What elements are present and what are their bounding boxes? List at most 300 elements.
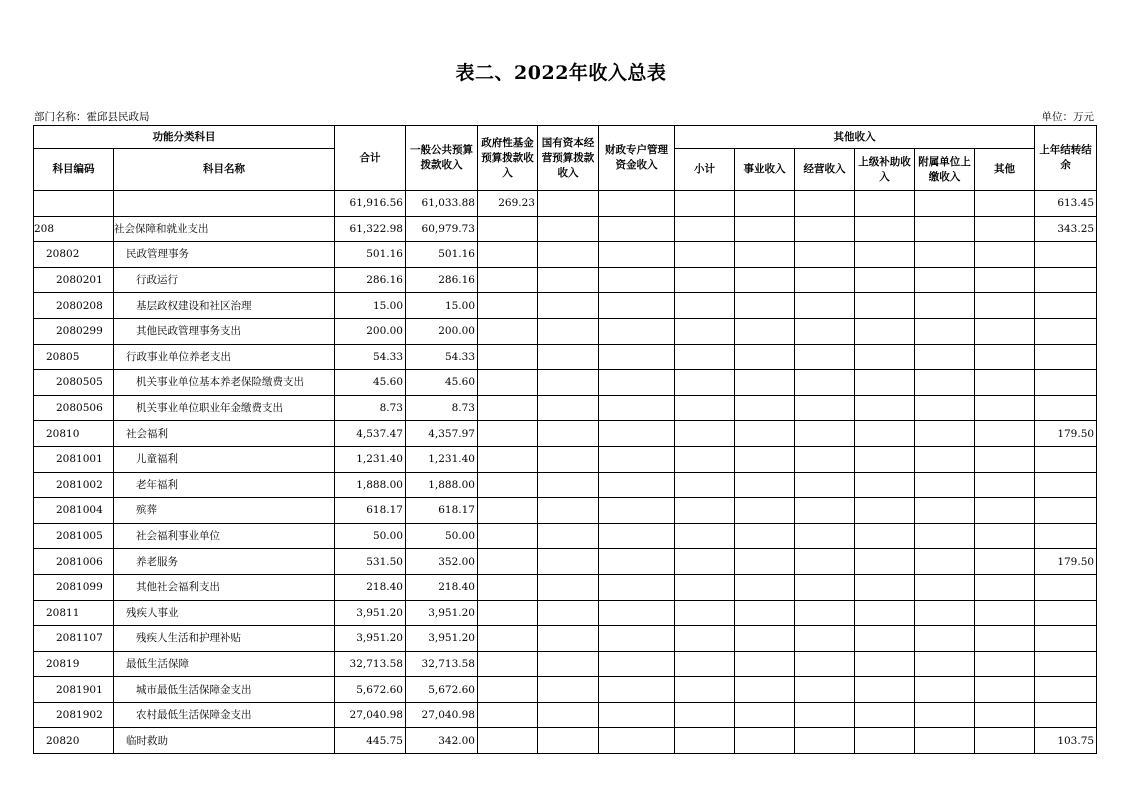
cell-operating-income [795, 472, 855, 498]
cell-carryover [1035, 677, 1097, 703]
cell-operating-income [795, 498, 855, 524]
cell-affiliated-income [915, 498, 975, 524]
cell-superior-subsidy [855, 600, 915, 626]
cell-general-budget: 3,951.20 [406, 626, 478, 652]
cell-superior-subsidy [855, 293, 915, 319]
cell-special-fund [599, 191, 675, 217]
cell-carryover [1035, 293, 1097, 319]
cell-general-budget: 61,033.88 [406, 191, 478, 217]
cell-business-income [735, 549, 795, 575]
table-row [34, 293, 1097, 319]
cell-subject-code: 2081099 [34, 574, 114, 600]
cell-carryover [1035, 370, 1097, 396]
cell-general-budget: 60,979.73 [406, 216, 478, 242]
cell-carryover: 179.50 [1035, 549, 1097, 575]
header-gov-fund: 政府性基金预算拨款收入 [478, 126, 538, 191]
cell-special-fund [599, 318, 675, 344]
cell-operating-income [795, 370, 855, 396]
cell-general-budget: 54.33 [406, 344, 478, 370]
cell-superior-subsidy [855, 446, 915, 472]
cell-general-budget: 342.00 [406, 728, 478, 754]
cell-subject-code: 20820 [34, 728, 114, 754]
header-total: 合计 [335, 126, 406, 191]
cell-carryover [1035, 600, 1097, 626]
cell-total: 445.75 [335, 728, 406, 754]
cell-affiliated-income [915, 702, 975, 728]
cell-operating-income [795, 728, 855, 754]
cell-subtotal [675, 677, 735, 703]
cell-general-budget: 1,231.40 [406, 446, 478, 472]
cell-subject-name: 基层政权建设和社区治理 [114, 293, 335, 319]
cell-state-capital [538, 677, 599, 703]
cell-superior-subsidy [855, 574, 915, 600]
cell-other [975, 395, 1035, 421]
cell-business-income [735, 677, 795, 703]
page-title: 表二、2022年收入总表 [455, 62, 667, 84]
cell-superior-subsidy [855, 498, 915, 524]
table-row [34, 446, 1097, 472]
cell-subject-name: 儿童福利 [114, 446, 335, 472]
cell-subject-name: 社会福利事业单位 [114, 523, 335, 549]
cell-general-budget: 15.00 [406, 293, 478, 319]
cell-gov-fund [478, 549, 538, 575]
cell-gov-fund [478, 446, 538, 472]
cell-total: 218.40 [335, 574, 406, 600]
cell-operating-income [795, 549, 855, 575]
cell-subtotal [675, 344, 735, 370]
cell-superior-subsidy [855, 395, 915, 421]
cell-subject-name: 殡葬 [114, 498, 335, 524]
table-row [34, 677, 1097, 703]
cell-state-capital [538, 498, 599, 524]
cell-affiliated-income [915, 395, 975, 421]
cell-operating-income [795, 651, 855, 677]
cell-special-fund [599, 498, 675, 524]
cell-total: 45.60 [335, 370, 406, 396]
cell-special-fund [599, 370, 675, 396]
cell-subject-code: 20819 [34, 651, 114, 677]
cell-special-fund [599, 267, 675, 293]
cell-general-budget: 3,951.20 [406, 600, 478, 626]
cell-subject-code: 20805 [34, 344, 114, 370]
cell-state-capital [538, 446, 599, 472]
table-row [34, 651, 1097, 677]
cell-affiliated-income [915, 267, 975, 293]
cell-subject-name: 养老服务 [114, 549, 335, 575]
cell-total: 501.16 [335, 242, 406, 268]
cell-operating-income [795, 216, 855, 242]
cell-special-fund [599, 293, 675, 319]
cell-business-income [735, 728, 795, 754]
cell-subject-name: 城市最低生活保障金支出 [114, 677, 335, 703]
cell-carryover [1035, 446, 1097, 472]
header-subject-code: 科目编码 [34, 149, 114, 191]
cell-business-income [735, 446, 795, 472]
table-row [34, 191, 1097, 217]
cell-gov-fund [478, 626, 538, 652]
cell-subject-name: 行政事业单位养老支出 [114, 344, 335, 370]
table-row [34, 267, 1097, 293]
cell-special-fund [599, 242, 675, 268]
cell-other [975, 191, 1035, 217]
cell-affiliated-income [915, 523, 975, 549]
cell-gov-fund [478, 702, 538, 728]
cell-gov-fund [478, 267, 538, 293]
cell-subject-name: 民政管理事务 [114, 242, 335, 268]
cell-superior-subsidy [855, 626, 915, 652]
header-func-class: 功能分类科目 [34, 126, 335, 149]
header-subtotal: 小计 [675, 149, 735, 191]
cell-subtotal [675, 574, 735, 600]
cell-subject-name: 临时救助 [114, 728, 335, 754]
cell-subtotal [675, 702, 735, 728]
cell-subtotal [675, 549, 735, 575]
cell-subject-code: 2081901 [34, 677, 114, 703]
cell-affiliated-income [915, 318, 975, 344]
cell-carryover [1035, 702, 1097, 728]
cell-subtotal [675, 318, 735, 344]
cell-other [975, 523, 1035, 549]
cell-subject-code: 2080506 [34, 395, 114, 421]
cell-superior-subsidy [855, 677, 915, 703]
cell-other [975, 549, 1035, 575]
cell-carryover: 343.25 [1035, 216, 1097, 242]
table-row [34, 523, 1097, 549]
table-row [34, 318, 1097, 344]
cell-affiliated-income [915, 344, 975, 370]
cell-superior-subsidy [855, 702, 915, 728]
cell-gov-fund [478, 523, 538, 549]
cell-subject-name: 残疾人事业 [114, 600, 335, 626]
cell-affiliated-income [915, 677, 975, 703]
cell-gov-fund [478, 318, 538, 344]
cell-operating-income [795, 267, 855, 293]
cell-special-fund [599, 216, 675, 242]
cell-subject-code: 2081002 [34, 472, 114, 498]
cell-state-capital [538, 242, 599, 268]
table-row [34, 370, 1097, 396]
cell-other [975, 344, 1035, 370]
cell-carryover [1035, 472, 1097, 498]
cell-operating-income [795, 446, 855, 472]
header-operating-income: 经营收入 [795, 149, 855, 191]
cell-subject-code: 2081902 [34, 702, 114, 728]
cell-operating-income [795, 395, 855, 421]
cell-subject-code: 2080201 [34, 267, 114, 293]
cell-gov-fund [478, 395, 538, 421]
cell-subject-code: 208 [34, 216, 114, 242]
cell-special-fund [599, 626, 675, 652]
table-row [34, 344, 1097, 370]
cell-subject-name: 农村最低生活保障金支出 [114, 702, 335, 728]
cell-operating-income [795, 677, 855, 703]
cell-special-fund [599, 421, 675, 447]
cell-superior-subsidy [855, 318, 915, 344]
cell-affiliated-income [915, 651, 975, 677]
cell-gov-fund [478, 344, 538, 370]
cell-superior-subsidy [855, 549, 915, 575]
cell-subtotal [675, 651, 735, 677]
header-general-budget: 一般公共预算拨款收入 [406, 126, 478, 191]
cell-state-capital [538, 216, 599, 242]
cell-gov-fund [478, 600, 538, 626]
cell-subject-code: 2081005 [34, 523, 114, 549]
cell-general-budget: 218.40 [406, 574, 478, 600]
cell-state-capital [538, 370, 599, 396]
cell-general-budget: 501.16 [406, 242, 478, 268]
cell-affiliated-income [915, 293, 975, 319]
cell-subject-code: 20802 [34, 242, 114, 268]
header-subject-name: 科目名称 [114, 149, 335, 191]
cell-total: 15.00 [335, 293, 406, 319]
cell-other [975, 242, 1035, 268]
cell-state-capital [538, 472, 599, 498]
cell-subject-name: 行政运行 [114, 267, 335, 293]
header-business-income: 事业收入 [735, 149, 795, 191]
cell-superior-subsidy [855, 344, 915, 370]
cell-total: 61,322.98 [335, 216, 406, 242]
cell-subtotal [675, 523, 735, 549]
cell-gov-fund [478, 216, 538, 242]
cell-subject-code: 2080505 [34, 370, 114, 396]
cell-state-capital [538, 574, 599, 600]
cell-operating-income [795, 242, 855, 268]
cell-special-fund [599, 574, 675, 600]
cell-business-income [735, 421, 795, 447]
cell-other [975, 677, 1035, 703]
cell-superior-subsidy [855, 267, 915, 293]
cell-business-income [735, 370, 795, 396]
cell-business-income [735, 472, 795, 498]
cell-business-income [735, 395, 795, 421]
cell-operating-income [795, 293, 855, 319]
cell-business-income [735, 191, 795, 217]
cell-general-budget: 618.17 [406, 498, 478, 524]
cell-operating-income [795, 421, 855, 447]
cell-special-fund [599, 446, 675, 472]
cell-subject-code: 20811 [34, 600, 114, 626]
cell-affiliated-income [915, 626, 975, 652]
cell-subject-name: 其他社会福利支出 [114, 574, 335, 600]
cell-other [975, 728, 1035, 754]
cell-general-budget: 32,713.58 [406, 651, 478, 677]
header-superior-subsidy: 上级补助收入 [855, 149, 915, 191]
cell-affiliated-income [915, 600, 975, 626]
cell-subtotal [675, 472, 735, 498]
cell-superior-subsidy [855, 472, 915, 498]
cell-business-income [735, 344, 795, 370]
cell-business-income [735, 626, 795, 652]
cell-total: 286.16 [335, 267, 406, 293]
cell-affiliated-income [915, 242, 975, 268]
cell-state-capital [538, 549, 599, 575]
table-row [34, 395, 1097, 421]
cell-carryover [1035, 318, 1097, 344]
cell-subtotal [675, 498, 735, 524]
cell-subject-name: 机关事业单位职业年金缴费支出 [114, 395, 335, 421]
cell-special-fund [599, 549, 675, 575]
cell-subject-code: 2080208 [34, 293, 114, 319]
cell-superior-subsidy [855, 216, 915, 242]
cell-gov-fund [478, 242, 538, 268]
cell-state-capital [538, 191, 599, 217]
cell-superior-subsidy [855, 421, 915, 447]
cell-superior-subsidy [855, 523, 915, 549]
header-affiliated-income: 附属单位上缴收入 [915, 149, 975, 191]
cell-general-budget: 5,672.60 [406, 677, 478, 703]
cell-general-budget: 8.73 [406, 395, 478, 421]
cell-total: 3,951.20 [335, 600, 406, 626]
cell-business-income [735, 267, 795, 293]
cell-business-income [735, 318, 795, 344]
cell-operating-income [795, 523, 855, 549]
cell-business-income [735, 498, 795, 524]
cell-total: 531.50 [335, 549, 406, 575]
cell-total: 1,888.00 [335, 472, 406, 498]
cell-subject-code: 2081001 [34, 446, 114, 472]
cell-state-capital [538, 651, 599, 677]
cell-general-budget: 4,357.97 [406, 421, 478, 447]
cell-business-income [735, 600, 795, 626]
cell-carryover [1035, 651, 1097, 677]
table-row [34, 600, 1097, 626]
header-other-income: 其他收入 [675, 126, 1035, 149]
cell-other [975, 421, 1035, 447]
cell-gov-fund [478, 370, 538, 396]
cell-carryover [1035, 267, 1097, 293]
cell-affiliated-income [915, 216, 975, 242]
cell-affiliated-income [915, 370, 975, 396]
cell-gov-fund [478, 472, 538, 498]
cell-state-capital [538, 395, 599, 421]
cell-total: 61,916.56 [335, 191, 406, 217]
cell-state-capital [538, 293, 599, 319]
unit-label: 单位：万元 [1041, 111, 1094, 123]
cell-gov-fund [478, 498, 538, 524]
cell-gov-fund [478, 677, 538, 703]
cell-carryover [1035, 344, 1097, 370]
cell-special-fund [599, 651, 675, 677]
cell-special-fund [599, 395, 675, 421]
cell-subject-code [34, 191, 114, 217]
cell-other [975, 267, 1035, 293]
cell-subtotal [675, 267, 735, 293]
table-body [34, 191, 1097, 754]
cell-subtotal [675, 728, 735, 754]
cell-general-budget: 352.00 [406, 549, 478, 575]
cell-state-capital [538, 344, 599, 370]
cell-total: 8.73 [335, 395, 406, 421]
table-row [34, 421, 1097, 447]
cell-business-income [735, 293, 795, 319]
cell-special-fund [599, 728, 675, 754]
cell-state-capital [538, 421, 599, 447]
cell-special-fund [599, 523, 675, 549]
cell-total: 1,231.40 [335, 446, 406, 472]
cell-business-income [735, 651, 795, 677]
cell-total: 32,713.58 [335, 651, 406, 677]
cell-other [975, 370, 1035, 396]
cell-other [975, 498, 1035, 524]
cell-general-budget: 27,040.98 [406, 702, 478, 728]
cell-subtotal [675, 446, 735, 472]
cell-subtotal [675, 370, 735, 396]
cell-state-capital [538, 600, 599, 626]
cell-operating-income [795, 191, 855, 217]
cell-total: 200.00 [335, 318, 406, 344]
cell-total: 50.00 [335, 523, 406, 549]
cell-other [975, 651, 1035, 677]
header-other: 其他 [975, 149, 1035, 191]
table-row [34, 574, 1097, 600]
cell-subtotal [675, 395, 735, 421]
cell-carryover: 613.45 [1035, 191, 1097, 217]
cell-affiliated-income [915, 472, 975, 498]
cell-gov-fund [478, 574, 538, 600]
cell-subject-name [114, 191, 335, 217]
cell-subject-name: 老年福利 [114, 472, 335, 498]
cell-affiliated-income [915, 446, 975, 472]
cell-other [975, 216, 1035, 242]
cell-carryover [1035, 395, 1097, 421]
cell-state-capital [538, 267, 599, 293]
cell-carryover [1035, 626, 1097, 652]
cell-total: 4,537.47 [335, 421, 406, 447]
cell-business-income [735, 574, 795, 600]
cell-carryover [1035, 523, 1097, 549]
cell-other [975, 574, 1035, 600]
cell-operating-income [795, 574, 855, 600]
cell-operating-income [795, 318, 855, 344]
cell-total: 618.17 [335, 498, 406, 524]
header-special-fund: 财政专户管理资金收入 [599, 126, 675, 191]
cell-general-budget: 200.00 [406, 318, 478, 344]
table-row [34, 242, 1097, 268]
cell-subtotal [675, 191, 735, 217]
cell-general-budget: 50.00 [406, 523, 478, 549]
cell-affiliated-income [915, 728, 975, 754]
cell-operating-income [795, 702, 855, 728]
table-row [34, 549, 1097, 575]
cell-total: 27,040.98 [335, 702, 406, 728]
table-row [34, 472, 1097, 498]
cell-carryover: 103.75 [1035, 728, 1097, 754]
cell-business-income [735, 523, 795, 549]
cell-special-fund [599, 677, 675, 703]
header-carryover: 上年结转结余 [1035, 126, 1097, 191]
cell-other [975, 446, 1035, 472]
cell-superior-subsidy [855, 191, 915, 217]
cell-general-budget: 1,888.00 [406, 472, 478, 498]
cell-general-budget: 286.16 [406, 267, 478, 293]
table-row [34, 728, 1097, 754]
cell-operating-income [795, 344, 855, 370]
cell-subtotal [675, 626, 735, 652]
cell-other [975, 293, 1035, 319]
cell-state-capital [538, 626, 599, 652]
cell-affiliated-income [915, 191, 975, 217]
cell-special-fund [599, 600, 675, 626]
cell-gov-fund [478, 293, 538, 319]
cell-superior-subsidy [855, 651, 915, 677]
cell-subject-name: 社会福利 [114, 421, 335, 447]
cell-affiliated-income [915, 421, 975, 447]
cell-subject-name: 最低生活保障 [114, 651, 335, 677]
cell-subject-name: 社会保障和就业支出 [114, 216, 335, 242]
cell-other [975, 600, 1035, 626]
cell-operating-income [795, 626, 855, 652]
cell-other [975, 626, 1035, 652]
